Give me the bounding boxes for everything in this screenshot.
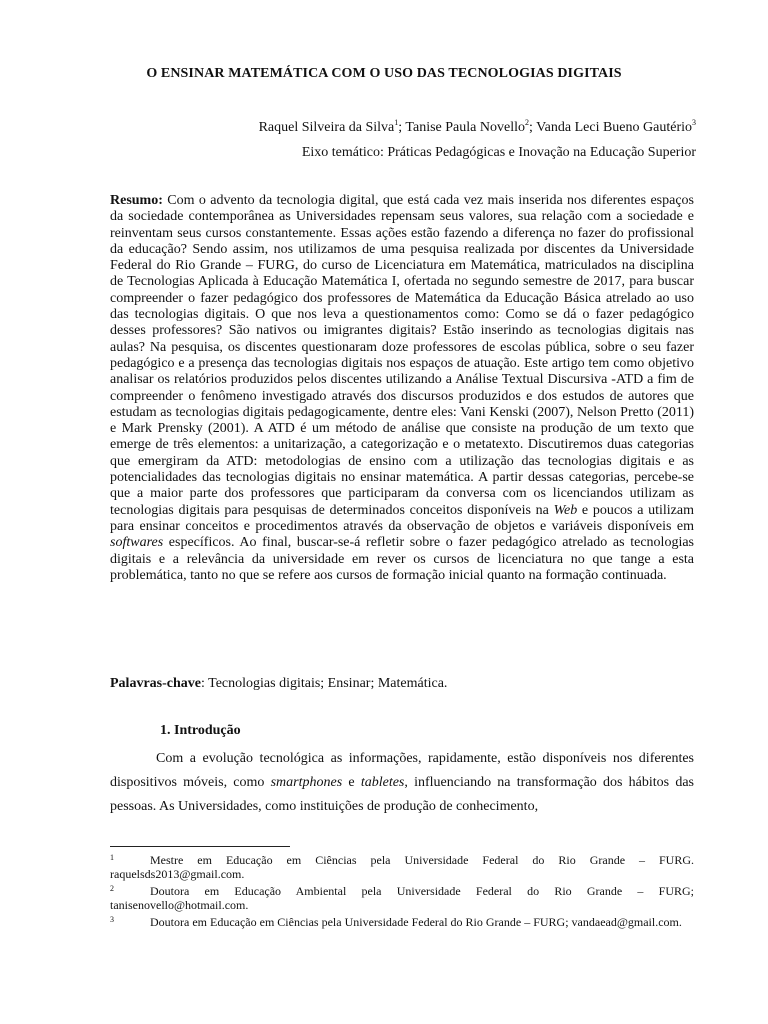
abstract-label: Resumo: — [110, 193, 163, 208]
footnote — [110, 882, 694, 912]
author-name: Tanise Paula Novello — [405, 120, 525, 135]
keywords-text: : Tecnologias digitais; Ensinar; Matemática. — [200, 676, 448, 691]
author-separator: ; — [398, 120, 406, 135]
paper-title: O ENSINAR MATEMÁTICA COM O USO DAS TECNOLOGIAS DIGITAIS — [146, 66, 622, 81]
section-heading: 1. Introdução — [160, 723, 241, 738]
author-footnote-mark: 1 — [394, 118, 399, 127]
footnote-number: 2 — [110, 884, 114, 893]
introduction-paragraph — [110, 747, 694, 819]
author-separator: ; — [528, 120, 537, 135]
footnote-divider — [110, 846, 290, 847]
footnote — [110, 851, 694, 881]
keywords — [110, 676, 694, 692]
footnote-number: 3 — [110, 915, 114, 924]
author-footnote-mark: 3 — [692, 118, 696, 127]
intro-italic-smartphones: smartphones — [270, 775, 343, 790]
intro-italic-tabletes: tabletes — [360, 775, 405, 790]
intro-text: Com a evolução tecnológica as informações, rapidamente, estão disponíveis nos diferentes dispositivos móveis, como — [110, 751, 694, 790]
abstract-text: e poucos a utilizam para ensinar conceitos e procedimentos através da observação de objetos e variáveis disponíveis em — [110, 502, 695, 534]
footnote-text: Doutora em Educação Ambiental pela Universidade Federal do Rio Grande – FURG; tanisenovello@hotmail.com. — [110, 884, 694, 912]
footnotes — [110, 851, 694, 930]
footnote — [110, 913, 694, 929]
thematic-axis: Eixo temático: Práticas Pedagógicas e Inovação na Educação Superior — [301, 145, 696, 160]
intro-text: e — [342, 775, 361, 790]
footnote-text: Doutora em Educação em Ciências pela Universidade Federal do Rio Grande – FURG; vandaead@gmail.com. — [150, 915, 682, 929]
abstract — [110, 193, 694, 584]
author-name: Vanda Leci Bueno Gautério — [536, 120, 692, 135]
keywords-label: Palavras-chave — [110, 676, 201, 691]
abstract-text: Com o advento da tecnologia digital, que está cada vez mais inserida nos diferentes espaços da sociedade contemporânea as Universidades repensam seus valores, sua relação com a sociedade e reinventam seus cursos constantemente. Essas ações estão fazendo a diferença no fazer do profissional da educação? Sendo assim, nos utilizamos de uma pesquisa realizada por discentes da Universidade Federal do Rio Grande – FURG, do curso de Licenciatura em Matemática, matriculados na disciplina de Tecnologias Aplicada à Educação Matemática I, ofertada no segundo semestre de 2017, para buscar compreender o fazer pedagógico dos professores de Matemática da Educação Básica atrelado ao uso das tecnologias digitais. O que nos leva a questionamentos como: Como se dá o fazer pedagógico desses professores? São nativos ou imigrantes digitais? Estão inserindo as tecnologias digitais nas aulas? Na pesquisa, os discentes questionaram doze professores de escolas pública, sobre o seu fazer pedagógico e a presença das tecnologias digitais nos espaços de atuação. Este artigo tem como objetivo analisar os relatórios produzidos pelos discentes utilizando a Análise Textual Discursiva -ATD a fim de compreender o fenômeno investigado através dos discursos produzidos e dos estudos de autores que estudam as tecnologias digitais pedagogicamente, dentre eles: Vani Kenski (2007), Nelson Pretto (2011) e Mark Prensky (2001). A ATD é um método de análise que consiste na produção de um texto que emerge de três elementos: a unitarização, a categorização e o metatexto. Discutiremos duas categorias que emergiram da ATD: metodologias de ensino com a utilização das tecnologias digitais e as potencialidades das tecnologias digitais no ensinar matemática. A partir dessas categorias, percebe-se que a maior parte dos professores que participaram da conversa com os licenciandos utilizam as tecnologias digitais para pesquisas de determinados conceitos disponíveis na — [110, 193, 694, 518]
footnote-text: Mestre em Educação em Ciências pela Universidade Federal do Rio Grande – FURG. raquelsds2013@gmail.com. — [110, 853, 694, 881]
intro-text: , influenciando na transformação dos hábitos das pessoas. As Universidades, como instituições de produção de conhecimento, — [110, 775, 694, 814]
abstract-text: específicos. Ao final, buscar-se-á refletir sobre o fazer pedagógico atrelado as tecnologias digitais e a relevância da universidade em rever os cursos de licenciatura no que tange a esta problemática, tanto no que se refere aos cursos de formação inicial quanto na formação continuada. — [110, 535, 694, 583]
footnote-number: 1 — [110, 853, 114, 862]
abstract-italic-softwares: softwares — [110, 535, 164, 551]
author-line — [100, 118, 696, 136]
author-footnote-mark: 2 — [524, 118, 529, 127]
author-name: Raquel Silveira da Silva — [258, 120, 395, 135]
abstract-italic-web: Web — [553, 502, 578, 518]
